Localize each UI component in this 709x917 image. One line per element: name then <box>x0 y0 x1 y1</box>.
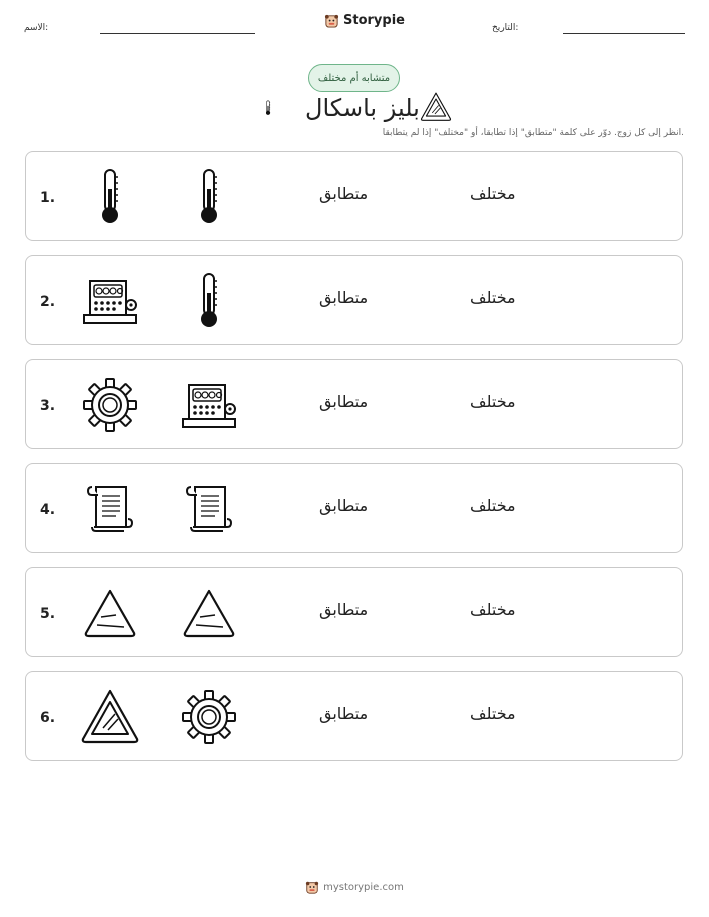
worksheet-type-badge: متشابه أم مختلف <box>308 64 400 92</box>
scroll-icon <box>80 479 140 539</box>
scroll-icon <box>179 479 239 539</box>
page-title: بليز باسكال <box>305 94 420 122</box>
mascot-icon <box>305 880 319 894</box>
item-number: 4. <box>40 502 56 518</box>
gear-icon <box>179 687 239 747</box>
same-option[interactable]: متطابق <box>319 392 369 411</box>
triangle-title-icon <box>420 91 452 123</box>
same-option[interactable]: متطابق <box>319 704 369 723</box>
item-number: 1. <box>40 190 56 206</box>
triangle-icon <box>179 583 239 643</box>
triangle-framed-icon <box>80 687 140 747</box>
different-option[interactable]: مختلف <box>470 392 516 411</box>
list-item <box>25 151 683 241</box>
instructions: انظر إلى كل زوج. دوّر على كلمة "متطابق" إذا تطابقا، أو "مختلف" إذا لم يتطابقا. <box>382 128 684 138</box>
thermometer-title-icon <box>266 92 286 124</box>
calculator-machine-icon <box>179 375 239 435</box>
thermometer-icon <box>80 167 140 227</box>
same-option[interactable]: متطابق <box>319 600 369 619</box>
mascot-icon <box>324 13 339 28</box>
brand-name: Storypie <box>343 13 405 28</box>
different-option[interactable]: مختلف <box>470 496 516 515</box>
same-option[interactable]: متطابق <box>319 184 369 203</box>
triangle-icon <box>80 583 140 643</box>
thermometer-icon <box>179 271 239 331</box>
same-option[interactable]: متطابق <box>319 288 369 307</box>
list-item <box>25 671 683 761</box>
calculator-machine-icon <box>80 271 140 331</box>
footer <box>0 880 709 894</box>
same-option[interactable]: متطابق <box>319 496 369 515</box>
date-label: التاريخ: <box>492 23 519 33</box>
different-option[interactable]: مختلف <box>470 288 516 307</box>
date-line[interactable] <box>563 33 685 34</box>
item-number: 5. <box>40 606 56 622</box>
name-label: الاسم: <box>24 23 49 33</box>
footer-site[interactable]: mystorypie.com <box>323 881 404 893</box>
list-item <box>25 359 683 449</box>
list-item <box>25 567 683 657</box>
thermometer-icon <box>179 167 239 227</box>
gear-icon <box>80 375 140 435</box>
different-option[interactable]: مختلف <box>470 600 516 619</box>
different-option[interactable]: مختلف <box>470 704 516 723</box>
item-number: 3. <box>40 398 56 414</box>
list-item <box>25 463 683 553</box>
brand-logo <box>324 13 405 28</box>
item-number: 6. <box>40 710 56 726</box>
different-option[interactable]: مختلف <box>470 184 516 203</box>
item-number: 2. <box>40 294 56 310</box>
list-item <box>25 255 683 345</box>
name-line[interactable] <box>100 33 255 34</box>
